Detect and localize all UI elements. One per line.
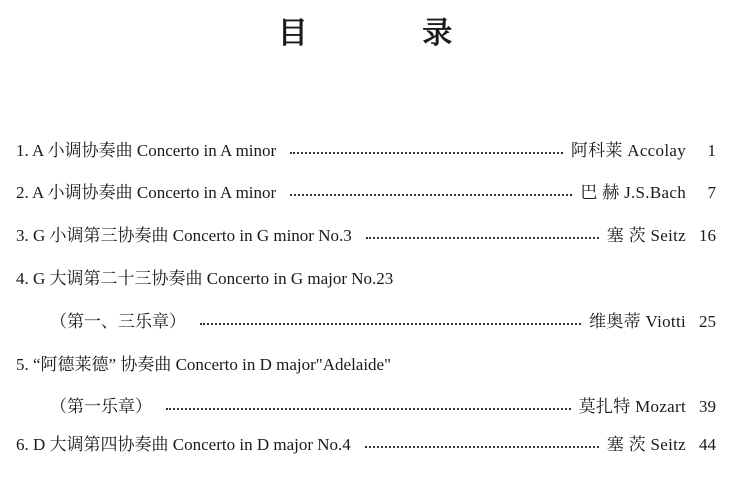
dot-leader	[290, 152, 563, 154]
entry-title: 1. A 小调协奏曲 Concerto in A minor	[16, 141, 277, 160]
entry-page-number: 16	[699, 226, 716, 245]
entry-composer: 维奥蒂 Viotti	[589, 312, 686, 331]
dot-leader	[365, 446, 599, 448]
entry-page-number: 39	[699, 397, 716, 416]
entry-title: 4. G 大调第二十三协奏曲 Concerto in G major No.23	[16, 269, 394, 288]
entry-title: 2. A 小调协奏曲 Concerto in A minor	[16, 183, 277, 202]
entry-title: 5. “阿德莱德” 协奏曲 Concerto in D major"Adelaide"	[16, 355, 392, 374]
page-title: 目 录	[277, 16, 505, 51]
entry-subtitle: （第一、三乐章）	[50, 312, 186, 331]
entry-composer: 阿科莱 Accolay	[570, 141, 686, 160]
entry-subtitle: （第一乐章）	[50, 397, 152, 416]
entry-page-number: 25	[699, 312, 716, 331]
entry-composer: 莫扎特 Mozart	[578, 397, 686, 416]
toc-entry-heading	[16, 266, 716, 292]
toc-entry	[16, 432, 716, 458]
toc-entry	[16, 223, 716, 249]
dot-leader	[290, 194, 572, 196]
entry-page-number: 44	[699, 435, 716, 454]
entry-page-number: 7	[707, 183, 716, 202]
entry-title: 3. G 小调第三协奏曲 Concerto in G minor No.3	[16, 226, 352, 245]
entry-composer: 巴 赫 J.S.Bach	[580, 183, 686, 202]
toc-entry	[16, 138, 716, 164]
toc-entry-movements	[16, 309, 716, 335]
entry-page-number: 1	[707, 141, 716, 160]
dot-leader	[200, 323, 581, 325]
entry-title: 6. D 大调第四协奏曲 Concerto in D major No.4	[16, 435, 351, 454]
toc-entry	[16, 180, 716, 206]
toc-entry-movements	[16, 394, 716, 420]
toc-entry-heading	[16, 352, 716, 378]
dot-leader	[366, 237, 599, 239]
entry-composer: 塞 茨 Seitz	[606, 435, 686, 454]
entry-composer: 塞 茨 Seitz	[606, 226, 686, 245]
dot-leader	[166, 408, 571, 410]
